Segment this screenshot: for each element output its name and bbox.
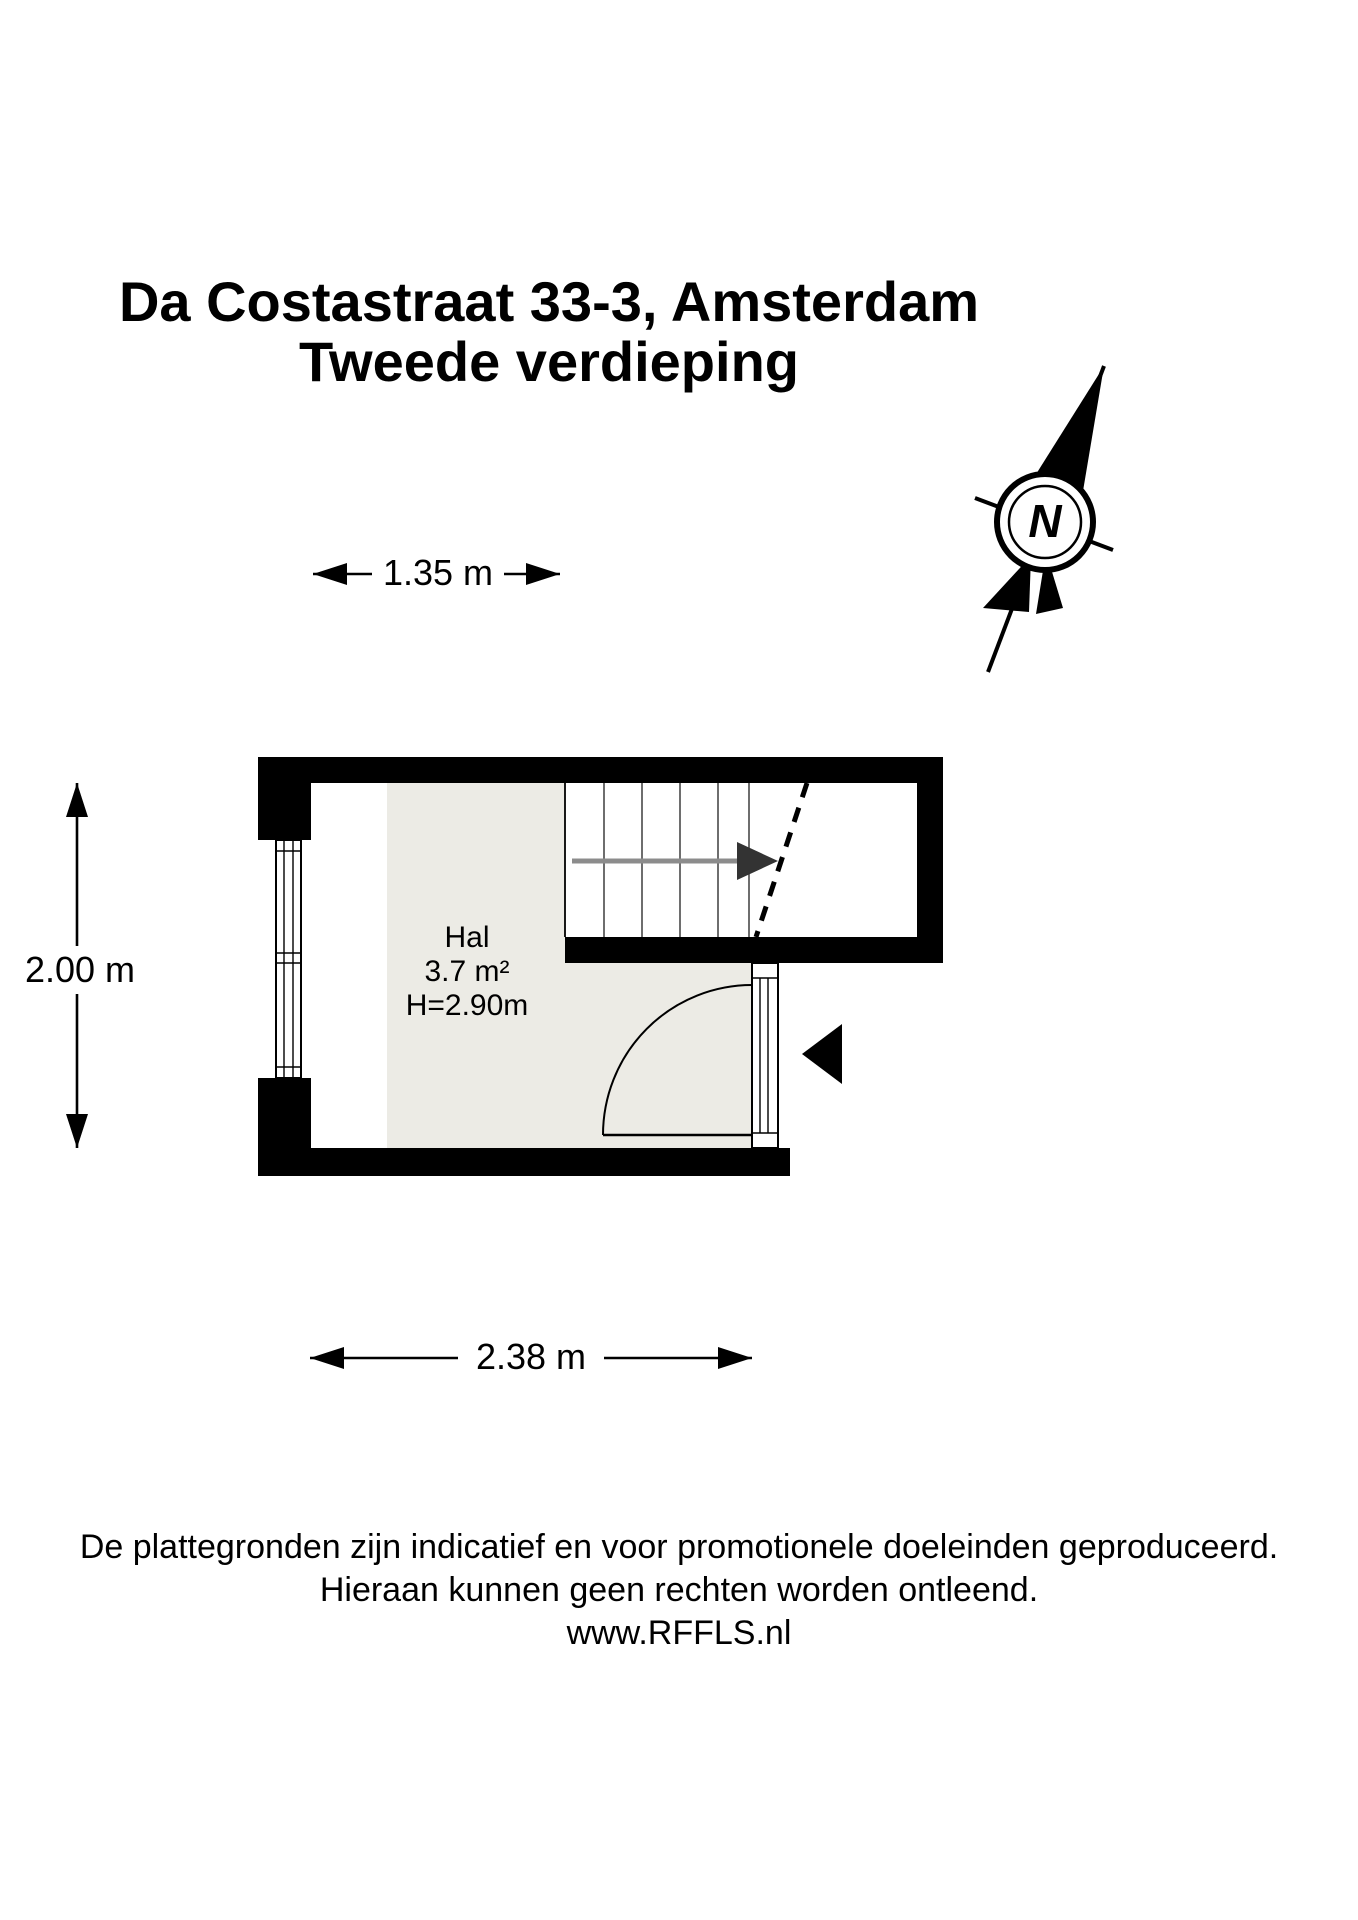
wall-top [258,757,943,783]
stair-direction-arrow [572,842,778,880]
wall-mid-stairwell [565,937,943,963]
dimension-top-label: 1.35 m [382,552,494,593]
dimension-bottom-label: 2.38 m [475,1336,587,1377]
dimension-left-label: 2.00 m [24,949,136,990]
wall-left-upper [258,757,311,840]
window-left [276,840,301,1078]
disclaimer-line-1: De plattegronden zijn indicatief en voor promotionele doeleinden geproduceerd. [79,1528,1279,1566]
room-area: 3.7 m² [424,955,510,988]
disclaimer-line-2: Hieraan kunnen geen rechten worden ontleend. [319,1571,1039,1609]
plan-title [84,272,1014,392]
door-frame [752,963,778,1148]
compass-n-label: N [1028,495,1062,547]
room-name: Hal [444,921,490,954]
entrance-arrow-icon [802,1024,842,1084]
staircase [565,783,807,937]
plan-title-address: Da Costastraat 33-3, Amsterdam [118,270,980,333]
wall-bottom [258,1148,790,1176]
wall-right [917,757,943,963]
room-label-hal [377,921,557,1023]
disclaimer-url: www.RFFLS.nl [566,1614,792,1652]
disclaimer [0,1526,1358,1655]
plan-title-floor: Tweede verdieping [299,330,799,393]
room-ceiling-height: H=2.90m [405,989,529,1022]
